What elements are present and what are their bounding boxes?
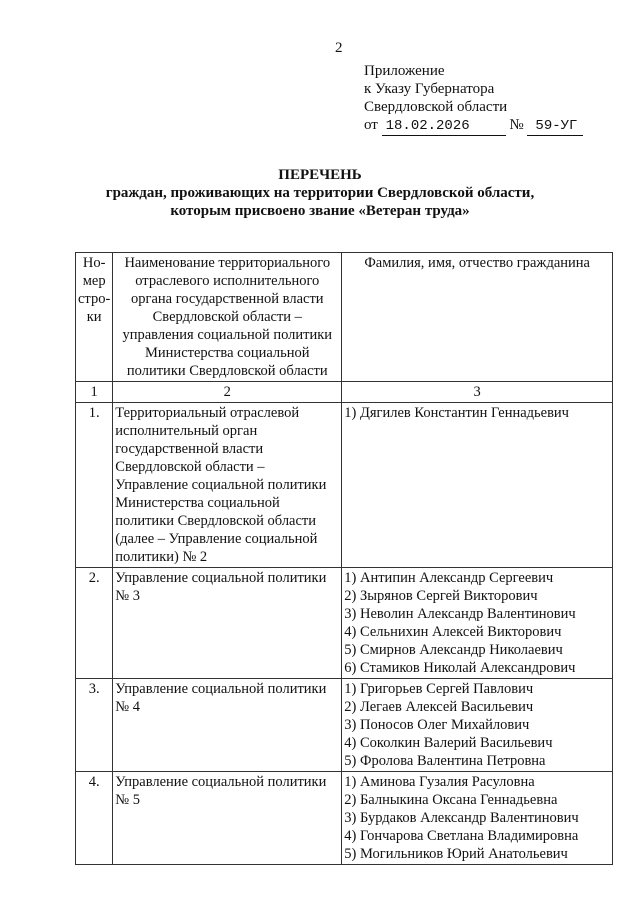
appendix-block <box>364 62 583 136</box>
citizen-name: 5) Смирнов Александр Николаевич <box>344 642 563 658</box>
number-prefix: № <box>509 117 524 133</box>
column-number-1: 1 <box>76 382 113 403</box>
organization-name: Управление социальной политики № 4 <box>113 679 342 772</box>
column-number-2: 2 <box>113 382 342 403</box>
citizen-names <box>342 568 613 679</box>
decree-date: 18.02.2026 <box>382 117 506 136</box>
date-prefix: от <box>364 117 378 133</box>
citizen-name: 4) Сельнихин Алексей Викторович <box>344 624 562 640</box>
citizen-name: 3) Бурдаков Александр Валентинович <box>344 810 579 826</box>
column-numbers-row <box>76 382 613 403</box>
citizen-name: 1) Аминова Гузалия Расуловна <box>344 774 535 790</box>
citizen-name: 1) Григорьев Сергей Павлович <box>344 681 534 697</box>
citizen-name: 4) Гончарова Светлана Владимировна <box>344 828 579 844</box>
citizen-names <box>342 403 613 568</box>
organization-name: Управление социальной политики № 5 <box>113 772 342 865</box>
header-row-number: Но- мер стро- ки <box>76 253 113 382</box>
title-heading: ПЕРЕЧЕНЬ <box>278 167 362 183</box>
citizen-name: 1) Дягилев Константин Геннадьевич <box>344 405 569 421</box>
header-full-name: Фамилия, имя, отчество гражданина <box>342 253 613 382</box>
appendix-line-2: к Указу Губернатора <box>364 81 495 97</box>
decree-number: 59-УГ <box>527 117 583 136</box>
citizen-name: 2) Балныкина Оксана Геннадьевна <box>344 792 558 808</box>
row-number: 2. <box>76 568 113 679</box>
row-number: 4. <box>76 772 113 865</box>
citizen-name: 2) Легаев Алексей Васильевич <box>344 699 534 715</box>
citizen-name: 5) Могильников Юрий Анатольевич <box>344 846 568 862</box>
citizen-names <box>342 772 613 865</box>
row-number: 3. <box>76 679 113 772</box>
appendix-date-line <box>364 116 583 136</box>
citizen-name: 3) Поносов Олег Михайлович <box>344 717 530 733</box>
table-row <box>76 679 613 772</box>
table-row <box>76 568 613 679</box>
header-organization: Наименование территориального отраслевого исполнительного органа государственной власти Свердловской области – управления социальной политики Министерства социальной политики Свердловской области <box>113 253 342 382</box>
row-number: 1. <box>76 403 113 568</box>
citizen-names <box>342 679 613 772</box>
table-row <box>76 772 613 865</box>
title-line-2: граждан, проживающих на территории Свердловской области, <box>105 185 535 201</box>
page-number: 2 <box>335 40 343 56</box>
citizen-name: 3) Неволин Александр Валентинович <box>344 606 576 622</box>
organization-name: Управление социальной политики № 3 <box>113 568 342 679</box>
citizen-name: 5) Фролова Валентина Петровна <box>344 753 546 769</box>
citizen-name: 2) Зырянов Сергей Викторович <box>344 588 538 604</box>
table-row <box>76 403 613 568</box>
citizen-name: 4) Соколкин Валерий Васильевич <box>344 735 553 751</box>
organization-name: Территориальный отраслевой исполнительный орган государственной власти Свердловской области – Управление социальной политики Министерства социальной политики Свердловской области (далее – Управление социальной политики) № 2 <box>113 403 342 568</box>
column-number-3: 3 <box>342 382 613 403</box>
veterans-table <box>75 252 613 865</box>
document-title <box>0 166 640 220</box>
title-line-3: которым присвоено звание «Ветеран труда» <box>170 203 470 219</box>
citizen-name: 1) Антипин Александр Сергеевич <box>344 570 554 586</box>
appendix-line-3: Свердловской области <box>364 99 508 115</box>
table-header-row <box>76 253 613 382</box>
appendix-line-1: Приложение <box>364 63 445 79</box>
citizen-name: 6) Стамиков Николай Александрович <box>344 660 576 676</box>
